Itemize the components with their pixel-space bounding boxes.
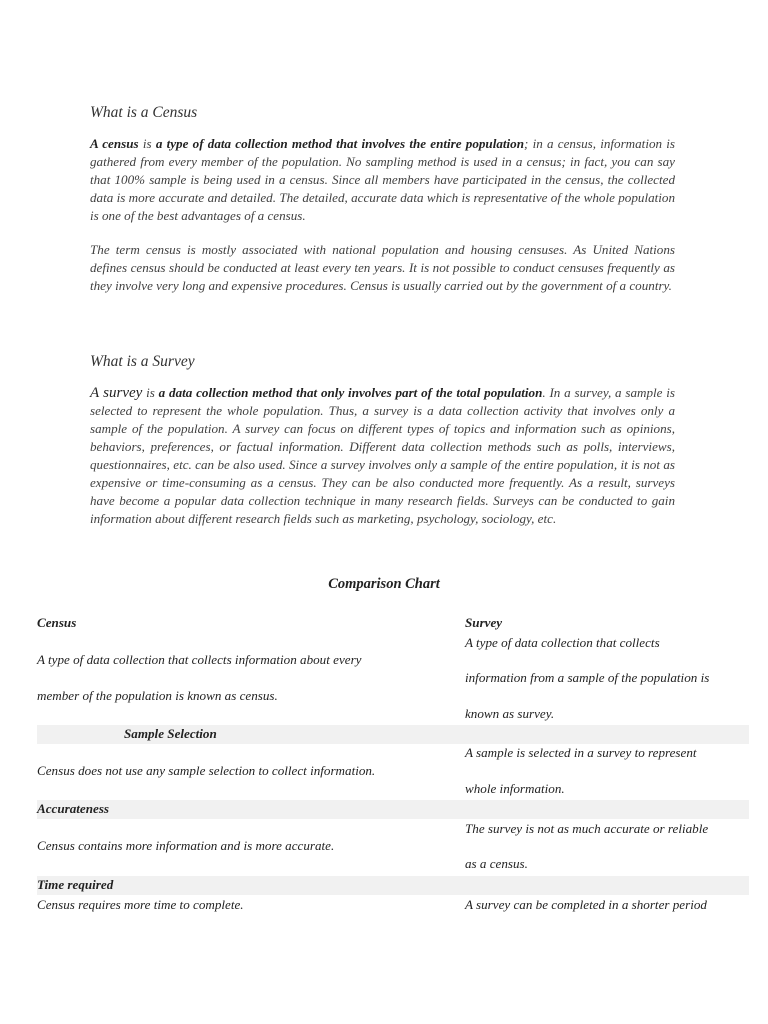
survey-definition-line-1: A type of data collection that collects [465,635,660,650]
survey-definition-line-3: known as survey. [465,706,555,721]
survey-column-header: Survey [465,615,503,630]
census-definition-line-2: member of the population is known as census. [37,688,278,703]
row-band-accurateness [37,800,749,819]
accurateness-survey-line-2: as a census. [465,856,528,871]
survey-paragraph-rest: . In a survey, a sample is selected to represent the whole population. Thus, a survey is a data collection activity that involves only a sample of the population. A survey can focus on different types of topics and information such as opinions, behaviors, preferences, or factual information. Different data collection methods such as polls, interviews, questionnaires, etc. can be also used. Since a survey involves only a sample of the entire population, it is not as expensive or time-consuming as a census. They can be also conducted more frequently. As a result, surveys have become a popular data collection technique in many research fields. Surveys can be conducted to gain information about different research fields such as marketing, psychology, sociology, etc. [90,385,676,526]
sample-survey-line-1: A sample is selected in a survey to represent [465,745,697,760]
sample-selection-header: Sample Selection [124,726,217,741]
survey-definition-bold: a data collection method that only involves part of the total population [158,385,543,400]
survey-paragraph [90,384,675,528]
census-lead: A census [90,136,139,151]
census-definition-line-1: A type of data collection that collects information about every [37,652,362,667]
survey-lead: A survey [90,385,143,401]
sample-survey-line-2: whole information. [465,781,565,796]
accurateness-census-text: Census contains more information and is more accurate. [37,838,335,853]
survey-section-title: What is a Survey [90,353,195,370]
census-definition-bold: a type of data collection method that involves the entire population [155,136,525,151]
time-census-text: Census requires more time to complete. [37,897,244,912]
census-paragraph-rest: ; in a census, information is gathered from every member of the population. No sampling method is used in a census; in fact, you can say that 100% sample is being used in a census. Since all members have participated in the census, the collected data is more accurate and detailed. The detailed, accurate data which is representative of the whole population is one of the best advantages of a census. [90,136,676,223]
accurateness-header: Accurateness [37,801,110,816]
comparison-chart-title: Comparison Chart [328,576,440,592]
row-band-time-required [37,876,749,895]
accurateness-survey-line-1: The survey is not as much accurate or reliable [465,821,709,836]
census-section-title: What is a Census [90,104,198,121]
survey-is: is [142,385,159,400]
census-is: is [138,136,156,151]
census-column-header: Census [37,615,77,630]
census-paragraph-1 [90,135,675,225]
sample-census-text: Census does not use any sample selection to collect information. [37,763,376,778]
time-required-header: Time required [37,877,114,892]
time-survey-text: A survey can be completed in a shorter period [465,897,707,912]
survey-definition-line-2: information from a sample of the population is [465,670,710,685]
census-paragraph-2: The term census is mostly associated with national population and housing censuses. As United Nations defines census should be conducted at least every ten years. It is not possible to conduct censuses frequently as they involve very long and expensive procedures. Census is usually carried out by the government of a country. [90,242,675,293]
